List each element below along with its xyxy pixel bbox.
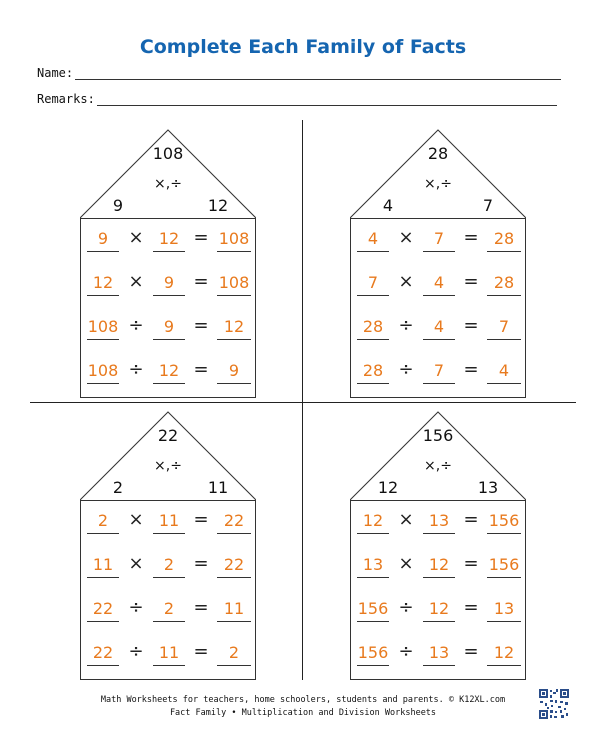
equals-symbol: = (463, 509, 479, 530)
answer-blank[interactable]: 12 (217, 315, 251, 340)
answer-blank[interactable]: 9 (217, 359, 251, 384)
answer-blank[interactable]: 4 (357, 227, 389, 252)
answer-blank[interactable]: 11 (217, 597, 251, 622)
answer-blank[interactable]: 108 (87, 315, 119, 340)
house-right-number: 11 (207, 478, 229, 497)
answer-blank[interactable]: 13 (423, 641, 455, 666)
operator-symbol: ÷ (398, 641, 414, 662)
equals-symbol: = (193, 553, 209, 574)
equation-row (83, 507, 253, 537)
operator-symbol: ÷ (128, 359, 144, 380)
answer-blank[interactable]: 28 (357, 315, 389, 340)
answer-blank[interactable]: 156 (487, 509, 521, 534)
equation-row (353, 313, 523, 343)
equals-symbol: = (193, 359, 209, 380)
operator-symbol: ÷ (398, 359, 414, 380)
operator-symbol: × (128, 271, 144, 292)
answer-blank[interactable]: 11 (87, 553, 119, 578)
answer-blank[interactable]: 11 (153, 641, 185, 666)
house-body (350, 500, 526, 680)
house-right-number: 7 (482, 196, 494, 215)
equation-row (353, 269, 523, 299)
answer-blank[interactable]: 156 (357, 597, 389, 622)
answer-blank[interactable]: 12 (357, 509, 389, 534)
qr-code-icon (538, 688, 570, 720)
equals-symbol: = (463, 271, 479, 292)
answer-blank[interactable]: 12 (423, 553, 455, 578)
equals-symbol: = (463, 315, 479, 336)
answer-blank[interactable]: 4 (487, 359, 521, 384)
footer (0, 694, 606, 720)
fact-house-2 (350, 128, 526, 400)
answer-blank[interactable]: 9 (153, 271, 185, 296)
house-top-number: 156 (422, 426, 454, 445)
answer-blank[interactable]: 13 (357, 553, 389, 578)
house-right-number: 12 (207, 196, 229, 215)
equals-symbol: = (193, 641, 209, 662)
answer-blank[interactable]: 2 (153, 597, 185, 622)
answer-blank[interactable]: 108 (87, 359, 119, 384)
fact-house-1 (80, 128, 256, 400)
equals-symbol: = (193, 509, 209, 530)
answer-blank[interactable]: 12 (153, 227, 185, 252)
answer-blank[interactable]: 7 (423, 227, 455, 252)
equation-row (83, 313, 253, 343)
answer-blank[interactable]: 2 (87, 509, 119, 534)
operator-symbol: ÷ (128, 315, 144, 336)
answer-blank[interactable]: 4 (423, 271, 455, 296)
equation-row (83, 357, 253, 387)
equals-symbol: = (463, 227, 479, 248)
equals-symbol: = (463, 597, 479, 618)
answer-blank[interactable]: 22 (87, 597, 119, 622)
operator-symbol: ÷ (398, 597, 414, 618)
operator-symbol: × (398, 553, 414, 574)
horizontal-divider (30, 402, 576, 403)
answer-blank[interactable]: 13 (487, 597, 521, 622)
equals-symbol: = (463, 359, 479, 380)
house-top-number: 108 (152, 144, 184, 163)
house-body (80, 218, 256, 398)
operator-symbol: ÷ (128, 597, 144, 618)
operator-symbol: × (398, 509, 414, 530)
equals-symbol: = (193, 271, 209, 292)
equals-symbol: = (193, 227, 209, 248)
equals-symbol: = (193, 315, 209, 336)
answer-blank[interactable]: 28 (487, 271, 521, 296)
equation-row (353, 507, 523, 537)
operator-symbol: × (128, 553, 144, 574)
house-operations: ×,÷ (154, 458, 182, 474)
answer-blank[interactable]: 12 (423, 597, 455, 622)
answer-blank[interactable]: 7 (357, 271, 389, 296)
answer-blank[interactable]: 156 (357, 641, 389, 666)
equals-symbol: = (463, 553, 479, 574)
equation-row (83, 639, 253, 669)
equation-row (83, 551, 253, 581)
equation-row (353, 639, 523, 669)
footer-line-1: Math Worksheets for teachers, home schoolers, students and parents. © K12XL.com (100, 695, 506, 705)
equation-row (353, 225, 523, 255)
equation-row (83, 225, 253, 255)
house-right-number: 13 (477, 478, 499, 497)
answer-blank[interactable]: 9 (153, 315, 185, 340)
answer-blank[interactable]: 28 (357, 359, 389, 384)
house-body (80, 500, 256, 680)
answer-blank[interactable]: 7 (487, 315, 521, 340)
name-line[interactable] (75, 67, 561, 80)
operator-symbol: ÷ (128, 641, 144, 662)
equals-symbol: = (463, 641, 479, 662)
answer-blank[interactable]: 2 (217, 641, 251, 666)
house-top-number: 28 (427, 144, 449, 163)
house-body (350, 218, 526, 398)
vertical-divider (302, 120, 303, 680)
answer-blank[interactable]: 13 (423, 509, 455, 534)
answer-blank[interactable]: 156 (487, 553, 521, 578)
remarks-line[interactable] (97, 93, 557, 106)
footer-line-2: Fact Family • Multiplication and Division Worksheets (169, 708, 437, 718)
name-label: Name: (37, 66, 74, 80)
remarks-field[interactable] (37, 92, 557, 106)
equation-row (353, 595, 523, 625)
operator-symbol: × (128, 227, 144, 248)
answer-blank[interactable]: 12 (487, 641, 521, 666)
house-left-number: 9 (112, 196, 124, 215)
fact-house-3 (80, 410, 256, 682)
answer-blank[interactable]: 22 (87, 641, 119, 666)
house-top-number: 22 (157, 426, 179, 445)
page-title: Complete Each Family of Facts (139, 36, 467, 58)
answer-blank[interactable]: 22 (217, 509, 251, 534)
answer-blank[interactable]: 12 (87, 271, 119, 296)
answer-blank[interactable]: 108 (217, 271, 251, 296)
answer-blank[interactable]: 7 (423, 359, 455, 384)
answer-blank[interactable]: 2 (153, 553, 185, 578)
equation-row (353, 357, 523, 387)
answer-blank[interactable]: 12 (153, 359, 185, 384)
house-operations: ×,÷ (154, 176, 182, 192)
answer-blank[interactable]: 28 (487, 227, 521, 252)
answer-blank[interactable]: 4 (423, 315, 455, 340)
house-left-number: 12 (377, 478, 399, 497)
answer-blank[interactable]: 11 (153, 509, 185, 534)
house-operations: ×,÷ (424, 458, 452, 474)
operator-symbol: × (398, 271, 414, 292)
house-left-number: 2 (112, 478, 124, 497)
equation-row (83, 595, 253, 625)
name-field[interactable] (37, 66, 561, 80)
fact-house-4 (350, 410, 526, 682)
remarks-label: Remarks: (37, 92, 95, 106)
house-operations: ×,÷ (424, 176, 452, 192)
house-left-number: 4 (382, 196, 394, 215)
equation-row (353, 551, 523, 581)
answer-blank[interactable]: 9 (87, 227, 119, 252)
answer-blank[interactable]: 22 (217, 553, 251, 578)
equation-row (83, 269, 253, 299)
operator-symbol: × (128, 509, 144, 530)
operator-symbol: ÷ (398, 315, 414, 336)
equals-symbol: = (193, 597, 209, 618)
answer-blank[interactable]: 108 (217, 227, 251, 252)
operator-symbol: × (398, 227, 414, 248)
